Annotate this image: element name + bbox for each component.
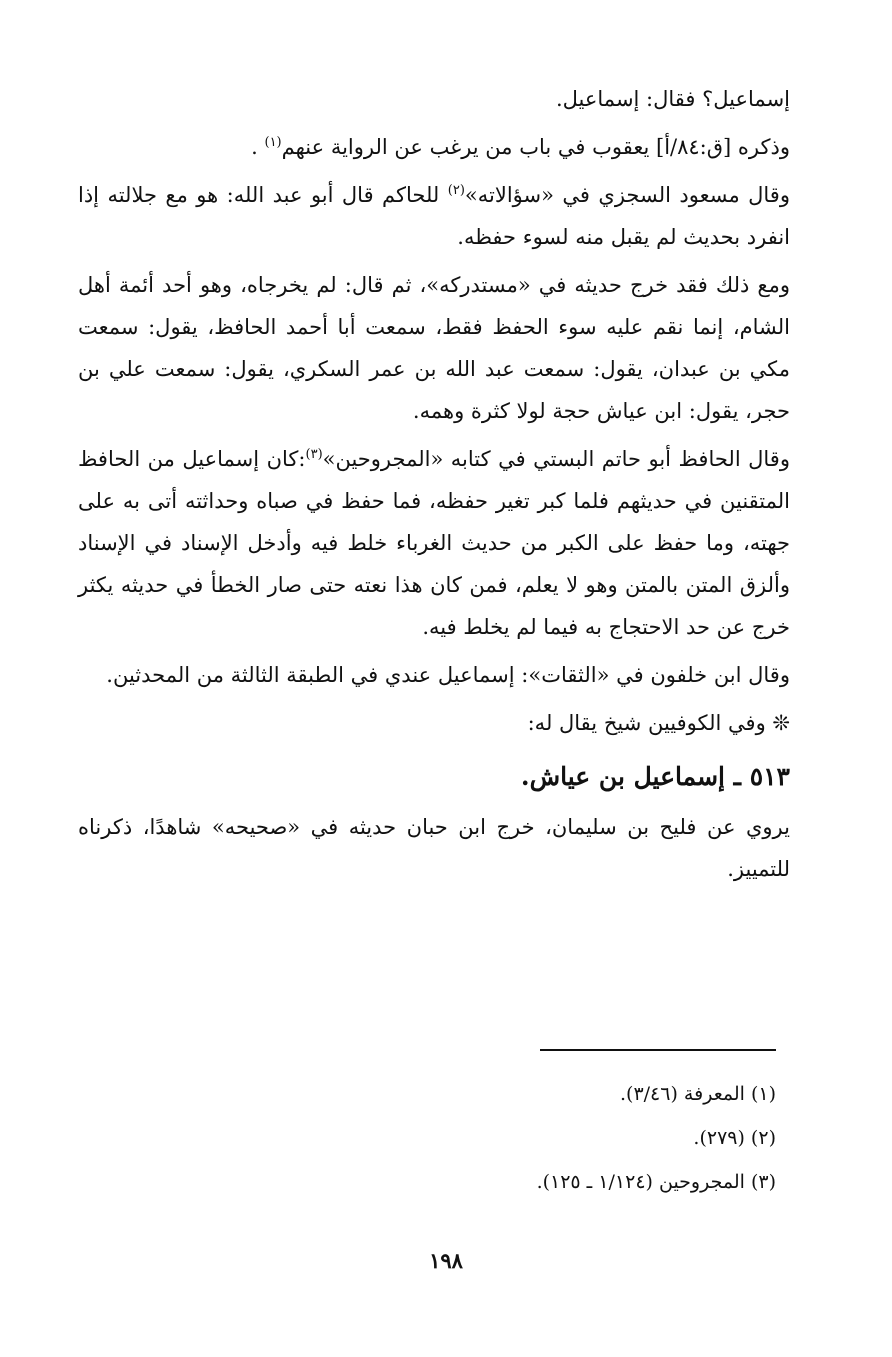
paragraph [78, 654, 790, 696]
paragraph-text: للحاكم قال أبو عبد الله: هو مع جلالته إذا انفرد بحديث لم يقبل منه لسوء حفظه. [78, 183, 790, 249]
paragraph [78, 702, 790, 744]
paragraph-text: وقال ابن خلفون في «الثقات»: إسماعيل عندي في الطبقة الثالثة من المحدثين. [106, 663, 790, 687]
footnote-ref: (١) [264, 135, 282, 150]
footnote-divider [540, 1049, 776, 1051]
paragraph-text: إسماعيل؟ فقال: إسماعيل. [555, 87, 790, 111]
footnote-ref: (٣) [305, 447, 323, 462]
paragraph [78, 126, 790, 168]
paragraph-text: . [251, 135, 265, 159]
footnote: (٣) المجروحين (١/١٢٤ ـ ١٢٥). [536, 1171, 776, 1193]
paragraph-text: وقال مسعود السجزي في «سؤالاته» [464, 183, 790, 207]
paragraph-text: وقال الحافظ أبو حاتم البستي في كتابه «المجروحين» [322, 447, 790, 471]
footnote: (١) المعرفة (٣/٤٦). [620, 1083, 776, 1105]
entry-heading: ٥١٣ ـ إسماعيل بن عياش. [520, 762, 790, 791]
footnotes [76, 1072, 776, 1204]
paragraph [78, 264, 790, 432]
paragraph-text: :كان إسماعيل من الحافظ المتقنين في حديثهم فلما كبر تغير حفظه، فما حفظ في صباه وحداثته أتى به على جهته، وما حفظ على الكبر من حديث الغرباء خلط فيه وأدخل الإسناد في الإسناد وألزق المتن بالمتن وهو لا يعلم، فمن كان هذا نعته حتى صار الخطأ في حديثه يكثر خرج عن حد الاحتجاج به فيما لم يخلط فيه. [78, 447, 790, 639]
paragraph-text: يروي عن فليح بن سليمان، خرج ابن حبان حديثه في «صحيحه» شاهدًا، ذكرناه للتمييز. [78, 815, 790, 881]
paragraph-text: ❊ وفي الكوفيين شيخ يقال له: [527, 711, 790, 735]
paragraph [78, 174, 790, 258]
paragraph-text: وذكره [ق:٨٤/أ] يعقوب في باب من يرغب عن الرواية عنهم [281, 135, 790, 159]
paragraph-text: ومع ذلك فقد خرج حديثه في «مستدركه»، ثم قال: لم يخرجاه، وهو أحد أئمة أهل الشام، إنما نقم عليه سوء الحفظ فقط، سمعت أبا أحمد الحافظ، يقول: سمعت مكي بن عبدان، يقول: سمعت عبد الله بن عمر السكري، يقول: سمعت علي بن حجر، يقول: ابن عياش حجة لولا كثرة وهمه. [78, 273, 790, 423]
footnote-ref: (٢) [447, 183, 465, 198]
paragraph [78, 78, 790, 120]
page-number: ١٩٨ [429, 1248, 463, 1273]
paragraph [78, 438, 790, 648]
paragraph [78, 806, 790, 890]
footnote: (٢) (٢٧٩). [693, 1127, 776, 1149]
main-text [78, 78, 790, 896]
